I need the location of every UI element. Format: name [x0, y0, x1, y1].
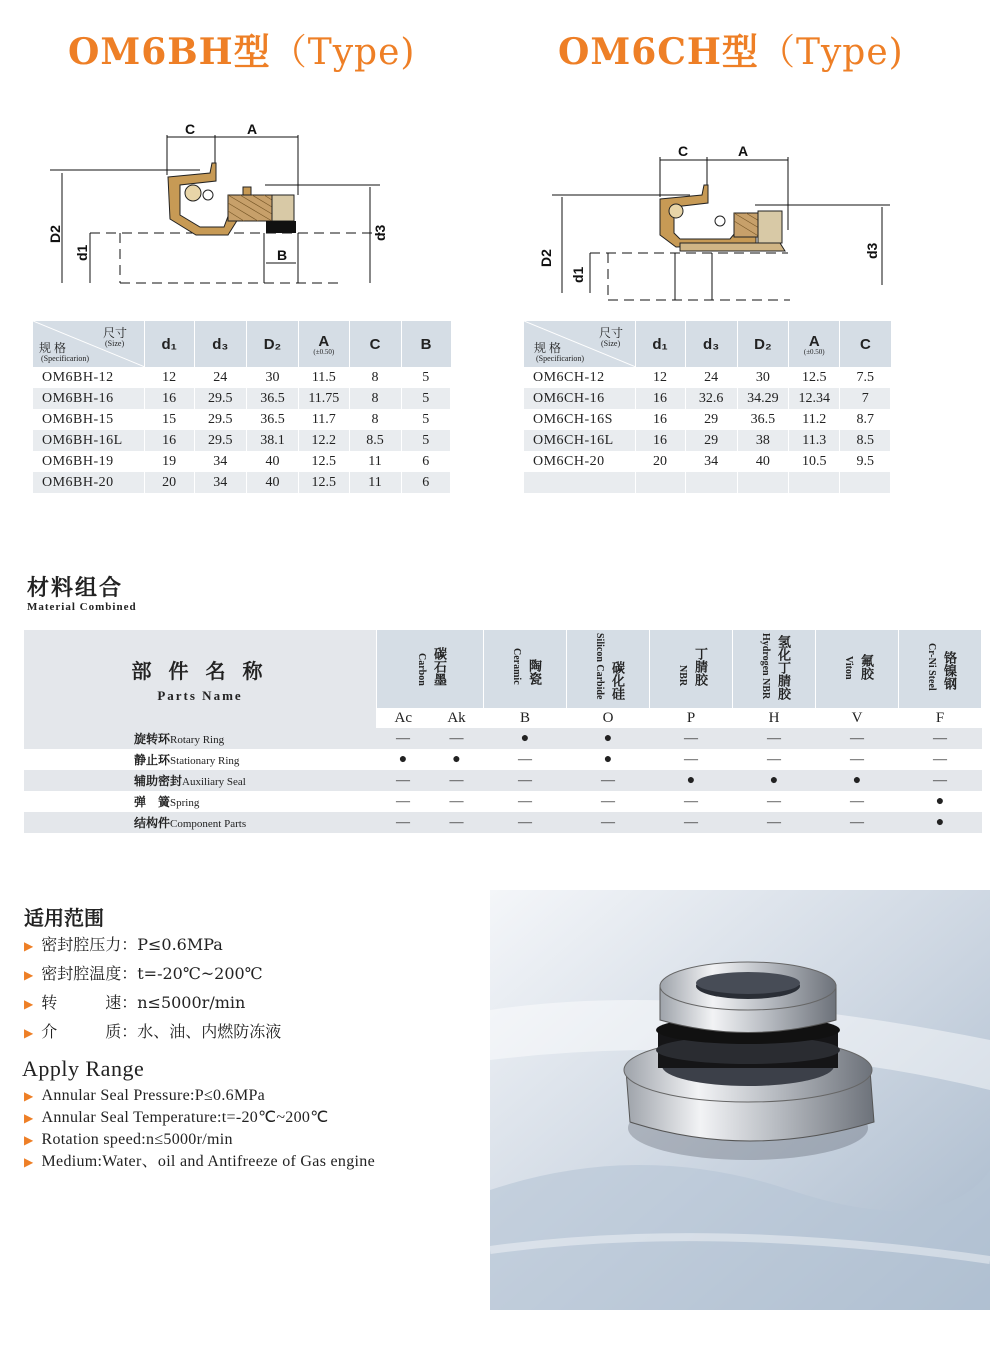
- spec-value-cell: 10.5: [789, 451, 840, 472]
- apply-range-text: Annular Seal Pressure:P≤0.6MPa: [41, 1087, 266, 1104]
- part-name-cell: [24, 812, 377, 833]
- spec-model-cell: OM6BH-19: [33, 451, 144, 472]
- part-name-cell: [24, 791, 377, 812]
- material-mark: —: [518, 793, 532, 809]
- material-mark: —: [484, 812, 567, 833]
- material-en: Ceramic: [511, 648, 522, 685]
- material-mark: —: [518, 751, 532, 767]
- material-mark: —: [850, 793, 864, 809]
- bh-label-a: A: [247, 121, 258, 137]
- spec-value-cell: 16: [635, 409, 685, 430]
- material-column-header: [816, 630, 899, 708]
- material-column-header: [377, 630, 484, 708]
- om6ch-table-body: [524, 367, 891, 493]
- material-code: F: [935, 709, 945, 726]
- spec-value-cell: 11: [349, 472, 401, 493]
- size-cn: 尺寸: [599, 326, 624, 340]
- material-mark: —: [684, 751, 698, 767]
- col-b: B: [401, 321, 450, 367]
- part-name-en: Auxiliary Seal: [182, 776, 246, 788]
- apply-range-item: [24, 1151, 375, 1173]
- spec-value-cell: 38.1: [246, 430, 298, 451]
- col-a-label: A: [318, 332, 330, 350]
- table-row: [524, 430, 891, 451]
- material-en: Silicon Carbide: [594, 633, 605, 700]
- apply-range-text: 密封腔温度：t=-20℃~200℃: [41, 964, 263, 983]
- spec-value-cell: 16: [144, 430, 194, 451]
- table-row: [24, 770, 982, 791]
- material-mark: —: [650, 812, 733, 833]
- size-en: (Size): [105, 339, 125, 348]
- material-mark: ●: [484, 728, 567, 749]
- spec-model-cell: OM6CH-16L: [524, 430, 635, 451]
- apply-range-item: [24, 1085, 375, 1107]
- spec-value-cell: 29.5: [194, 430, 246, 451]
- material-en: Hydrogen NBR: [760, 633, 771, 700]
- materials-table: [24, 630, 982, 833]
- table-row: [33, 472, 451, 493]
- apply-range-item: [24, 1107, 375, 1129]
- col-d3: d₃: [194, 321, 246, 367]
- triangle-bullet-icon: ▶: [24, 968, 34, 982]
- spec-header-cell: [33, 321, 144, 367]
- spec-value-cell: 34: [194, 451, 246, 472]
- material-mark: —: [377, 728, 430, 749]
- triangle-bullet-icon: ▶: [24, 1089, 34, 1103]
- ch-label-a: A: [738, 143, 749, 159]
- ch-type: （Type): [758, 32, 904, 73]
- material-code: O: [602, 709, 614, 726]
- apply-range-item: [24, 1018, 281, 1047]
- material-column-header: [567, 630, 650, 708]
- part-name-cell: [24, 728, 377, 749]
- spec-value-cell: 32.6: [685, 388, 737, 409]
- spec-value-cell: 8.5: [840, 430, 891, 451]
- apply-range-en-heading: Apply Range: [22, 1056, 145, 1081]
- spec-en: (Specificarion): [536, 354, 584, 363]
- material-mark: —: [899, 770, 982, 791]
- spec-value-cell: 5: [401, 430, 450, 451]
- spec-value-cell: 30: [737, 367, 788, 388]
- col-d1: d₁: [144, 321, 194, 367]
- apply-range-item: [24, 989, 281, 1018]
- spec-value-cell: 12.5: [299, 451, 349, 472]
- apply-range-item: [24, 1129, 375, 1151]
- material-code: Ak: [447, 709, 466, 726]
- spec-value-cell: 12.5: [789, 367, 840, 388]
- parts-name-cn: 部 件 名 称: [131, 660, 269, 683]
- part-name-cn: 辅助密封: [134, 774, 183, 788]
- col-D2: D₂: [737, 321, 788, 367]
- spec-model-cell: OM6BH-12: [33, 367, 144, 388]
- spec-value-cell: 34.29: [737, 388, 788, 409]
- spec-value-cell: 24: [194, 367, 246, 388]
- tolerance-label: (±0.50): [803, 347, 825, 356]
- apply-range-text: Rotation speed:n≤5000r/min: [41, 1131, 233, 1148]
- material-mark: —: [899, 728, 982, 749]
- spec-value-cell: 29.5: [194, 409, 246, 430]
- ch-model: OM6CH型: [558, 31, 759, 73]
- material-mark: —: [395, 793, 410, 809]
- spec-value-cell: 36.5: [737, 409, 788, 430]
- spec-value-cell: 12.5: [299, 472, 349, 493]
- spec-value-cell: 29: [685, 430, 737, 451]
- om6bh-drawing: [40, 115, 400, 295]
- spec-value-cell: 20: [144, 472, 194, 493]
- part-name-cell: [24, 770, 377, 791]
- spec-cn: 规 格: [39, 341, 67, 355]
- material-code: P: [686, 709, 696, 726]
- apply-range-text: Medium:Water、oil and Antifreeze of Gas engine: [41, 1153, 375, 1170]
- material-code: V: [851, 709, 863, 726]
- material-mark: —: [816, 728, 899, 749]
- spec-value-cell: 16: [144, 388, 194, 409]
- table-row: [33, 451, 451, 472]
- col-a-label: A: [808, 332, 820, 350]
- spec-value-cell: 5: [401, 409, 450, 430]
- spec-value-cell: 8: [349, 388, 401, 409]
- material-mark: ●: [733, 770, 816, 791]
- triangle-bullet-icon: ▶: [24, 1133, 34, 1147]
- spec-value-cell: 11.7: [299, 409, 349, 430]
- spec-value-cell: 6: [401, 451, 450, 472]
- spec-value-cell: 30: [246, 367, 298, 388]
- material-code: B: [519, 709, 530, 726]
- tolerance-label: (±0.50): [313, 347, 335, 356]
- material-mark: —: [377, 770, 430, 791]
- material-mark: ●: [650, 770, 733, 791]
- spec-value-cell: 11.2: [789, 409, 840, 430]
- table-row: [24, 791, 982, 812]
- part-name-en: Spring: [170, 797, 200, 809]
- spec-model-cell: OM6BH-16: [33, 388, 144, 409]
- material-cn: 氢化丁腈胶: [776, 634, 791, 700]
- material-code: Ac: [394, 709, 412, 726]
- material-mark: —: [816, 812, 899, 833]
- size-en: (Size): [601, 339, 621, 348]
- table-row: [33, 388, 451, 409]
- spec-value-cell: 40: [246, 451, 298, 472]
- material-cn: 碳化硅: [610, 660, 625, 700]
- material-mark: —: [429, 728, 483, 749]
- table-row: [24, 728, 982, 749]
- part-name-en: Rotary Ring: [170, 734, 225, 746]
- spec-value-cell: 8.7: [840, 409, 891, 430]
- spec-value-cell: 38: [737, 430, 788, 451]
- col-D2: D₂: [246, 321, 298, 367]
- table-row: [33, 430, 451, 451]
- spec-value-cell: 8: [349, 367, 401, 388]
- table-row: [524, 451, 891, 472]
- spec-header-cell: [524, 321, 635, 367]
- material-mark: —: [567, 812, 650, 833]
- spec-value-cell: 8.5: [349, 430, 401, 451]
- spec-value-cell: 19: [144, 451, 194, 472]
- spec-model-cell: OM6BH-20: [33, 472, 144, 493]
- material-en: Viton: [843, 655, 854, 680]
- om6bh-spec-table: [33, 321, 451, 493]
- material-column-header: [733, 630, 816, 708]
- bh-model: OM6BH型: [68, 31, 271, 73]
- om6bh-title: [68, 24, 415, 75]
- part-name-cn: 弹 簧: [134, 795, 171, 809]
- ch-label-c: C: [678, 143, 689, 159]
- bh-type: （Type): [270, 32, 416, 73]
- part-name-cn: 静止环: [134, 753, 171, 767]
- spec-value-cell: [737, 472, 788, 493]
- apply-range-en-list: [24, 1085, 375, 1173]
- spec-value-cell: 34: [194, 472, 246, 493]
- material-mark: —: [601, 793, 615, 809]
- col-a: [299, 321, 349, 367]
- materials-heading-en: Material Combined: [27, 601, 137, 613]
- spec-value-cell: 24: [685, 367, 737, 388]
- materials-body: [24, 728, 982, 833]
- apply-range-item: [24, 931, 281, 960]
- triangle-bullet-icon: ▶: [24, 939, 34, 953]
- spec-value-cell: 5: [401, 367, 450, 388]
- material-en: Carbon: [416, 653, 427, 686]
- material-mark: —: [767, 751, 781, 767]
- spec-value-cell: 36.5: [246, 388, 298, 409]
- material-cn: 丁腈胶: [693, 647, 708, 686]
- spec-value-cell: 11.3: [789, 430, 840, 451]
- spec-value-cell: 5: [401, 388, 450, 409]
- spec-value-cell: 12.2: [299, 430, 349, 451]
- spec-value-cell: [635, 472, 685, 493]
- apply-range-cn-list: [24, 931, 281, 1047]
- spec-value-cell: [840, 472, 891, 493]
- spec-model-cell: OM6CH-12: [524, 367, 635, 388]
- spec-value-cell: 29.5: [194, 388, 246, 409]
- om6ch-drawing: [530, 135, 900, 305]
- spec-value-cell: 9.5: [840, 451, 891, 472]
- material-cn: 陶瓷: [527, 658, 542, 685]
- material-mark: —: [429, 812, 483, 833]
- parts-name-header: [24, 630, 377, 728]
- spec-model-cell: OM6CH-20: [524, 451, 635, 472]
- material-mark: —: [484, 770, 567, 791]
- parts-name-en: Parts Name: [157, 687, 243, 703]
- materials-heading: 材料组合: [27, 575, 124, 601]
- ch-label-d1: d1: [570, 266, 586, 283]
- material-mark: —: [850, 751, 864, 767]
- material-mark: —: [429, 770, 483, 791]
- material-mark: —: [733, 812, 816, 833]
- spec-model-cell: OM6BH-16L: [33, 430, 144, 451]
- table-row: [24, 749, 982, 770]
- om6ch-title: [558, 24, 904, 75]
- spec-value-cell: 16: [635, 388, 685, 409]
- spec-value-cell: 29: [685, 409, 737, 430]
- triangle-bullet-icon: ▶: [24, 1155, 34, 1169]
- material-en: Cr-Ni Steel: [926, 642, 937, 691]
- material-mark: ●: [935, 793, 945, 809]
- col-c: C: [349, 321, 401, 367]
- table-row: [524, 472, 891, 493]
- table-row: [524, 388, 891, 409]
- table-row: [33, 409, 451, 430]
- spec-model-cell: OM6CH-16: [524, 388, 635, 409]
- table-row: [524, 367, 891, 388]
- product-photo: [490, 890, 990, 1310]
- material-mark: —: [449, 793, 464, 809]
- material-mark: ●: [603, 751, 613, 767]
- apply-range-text: 密封腔压力：P≤0.6MPa: [41, 935, 223, 954]
- spec-value-cell: 16: [635, 430, 685, 451]
- bh-label-d1: d1: [74, 244, 90, 261]
- material-cn: 碳石墨: [432, 647, 447, 686]
- part-name-en: Component Parts: [170, 818, 247, 830]
- spec-value-cell: 12.34: [789, 388, 840, 409]
- spec-value-cell: 36.5: [246, 409, 298, 430]
- ch-label-d2: D2: [538, 249, 554, 267]
- material-mark: —: [684, 793, 698, 809]
- apply-range-cn-heading: 适用范围: [24, 906, 104, 930]
- material-mark: —: [733, 728, 816, 749]
- material-mark: —: [377, 812, 430, 833]
- material-mark: ●: [899, 812, 982, 833]
- material-column-header: [899, 630, 982, 708]
- bh-label-d2: D2: [47, 225, 63, 243]
- material-cn: 铬镍钢: [942, 651, 957, 691]
- material-mark: —: [767, 793, 781, 809]
- spec-value-cell: 7: [840, 388, 891, 409]
- apply-range-text: 转 速：n≤5000r/min: [41, 993, 246, 1012]
- spec-value-cell: 11: [349, 451, 401, 472]
- part-name-cell: [24, 749, 377, 770]
- part-name-cn: 旋转环: [134, 732, 171, 746]
- bh-label-c: C: [185, 121, 196, 137]
- spec-value-cell: 40: [737, 451, 788, 472]
- col-a: [789, 321, 840, 367]
- table-row: [33, 367, 451, 388]
- bh-label-b: B: [277, 247, 288, 263]
- spec-value-cell: [789, 472, 840, 493]
- spec-value-cell: 12: [144, 367, 194, 388]
- spec-value-cell: 11.75: [299, 388, 349, 409]
- col-d1: d₁: [635, 321, 685, 367]
- col-c: C: [840, 321, 891, 367]
- part-name-cn: 结构件: [134, 816, 171, 830]
- apply-range-item: [24, 960, 281, 989]
- spec-cn: 规 格: [534, 341, 562, 355]
- spec-value-cell: 12: [635, 367, 685, 388]
- spec-value-cell: 40: [246, 472, 298, 493]
- spec-en: (Specificarion): [41, 354, 89, 363]
- material-mark: ●: [452, 751, 461, 767]
- triangle-bullet-icon: ▶: [24, 1026, 34, 1040]
- material-mark: ●: [816, 770, 899, 791]
- spec-value-cell: 15: [144, 409, 194, 430]
- spec-model-cell: OM6BH-15: [33, 409, 144, 430]
- om6ch-spec-table: [524, 321, 891, 493]
- material-mark: ●: [398, 751, 408, 767]
- material-mark: —: [567, 770, 650, 791]
- apply-range-text: Annular Seal Temperature:t=-20℃~200℃: [41, 1109, 329, 1126]
- triangle-bullet-icon: ▶: [24, 1111, 34, 1125]
- spec-value-cell: 8: [349, 409, 401, 430]
- spec-value-cell: 6: [401, 472, 450, 493]
- material-column-header: [484, 630, 567, 708]
- spec-value-cell: [685, 472, 737, 493]
- material-code: H: [768, 709, 780, 726]
- material-column-header: [650, 630, 733, 708]
- col-d3: d₃: [685, 321, 737, 367]
- triangle-bullet-icon: ▶: [24, 997, 34, 1011]
- apply-range-text: 介 质：水、油、内燃防冻液: [41, 1022, 282, 1041]
- om6bh-table-body: [33, 367, 451, 493]
- material-mark: ●: [567, 728, 650, 749]
- spec-value-cell: 7.5: [840, 367, 891, 388]
- spec-value-cell: 34: [685, 451, 737, 472]
- material-mark: —: [933, 751, 947, 767]
- part-name-en: Stationary Ring: [170, 755, 240, 767]
- spec-value-cell: 20: [635, 451, 685, 472]
- table-row: [524, 409, 891, 430]
- spec-value-cell: 11.5: [299, 367, 349, 388]
- bh-label-d3: d3: [372, 224, 388, 241]
- spec-model-cell: [524, 472, 635, 493]
- ch-label-d3: d3: [864, 242, 880, 259]
- material-mark: —: [650, 728, 733, 749]
- spec-model-cell: OM6CH-16S: [524, 409, 635, 430]
- size-cn: 尺寸: [103, 326, 128, 340]
- table-row: [24, 812, 982, 833]
- material-cn: 氟胶: [859, 653, 874, 680]
- material-en: NBR: [677, 664, 688, 686]
